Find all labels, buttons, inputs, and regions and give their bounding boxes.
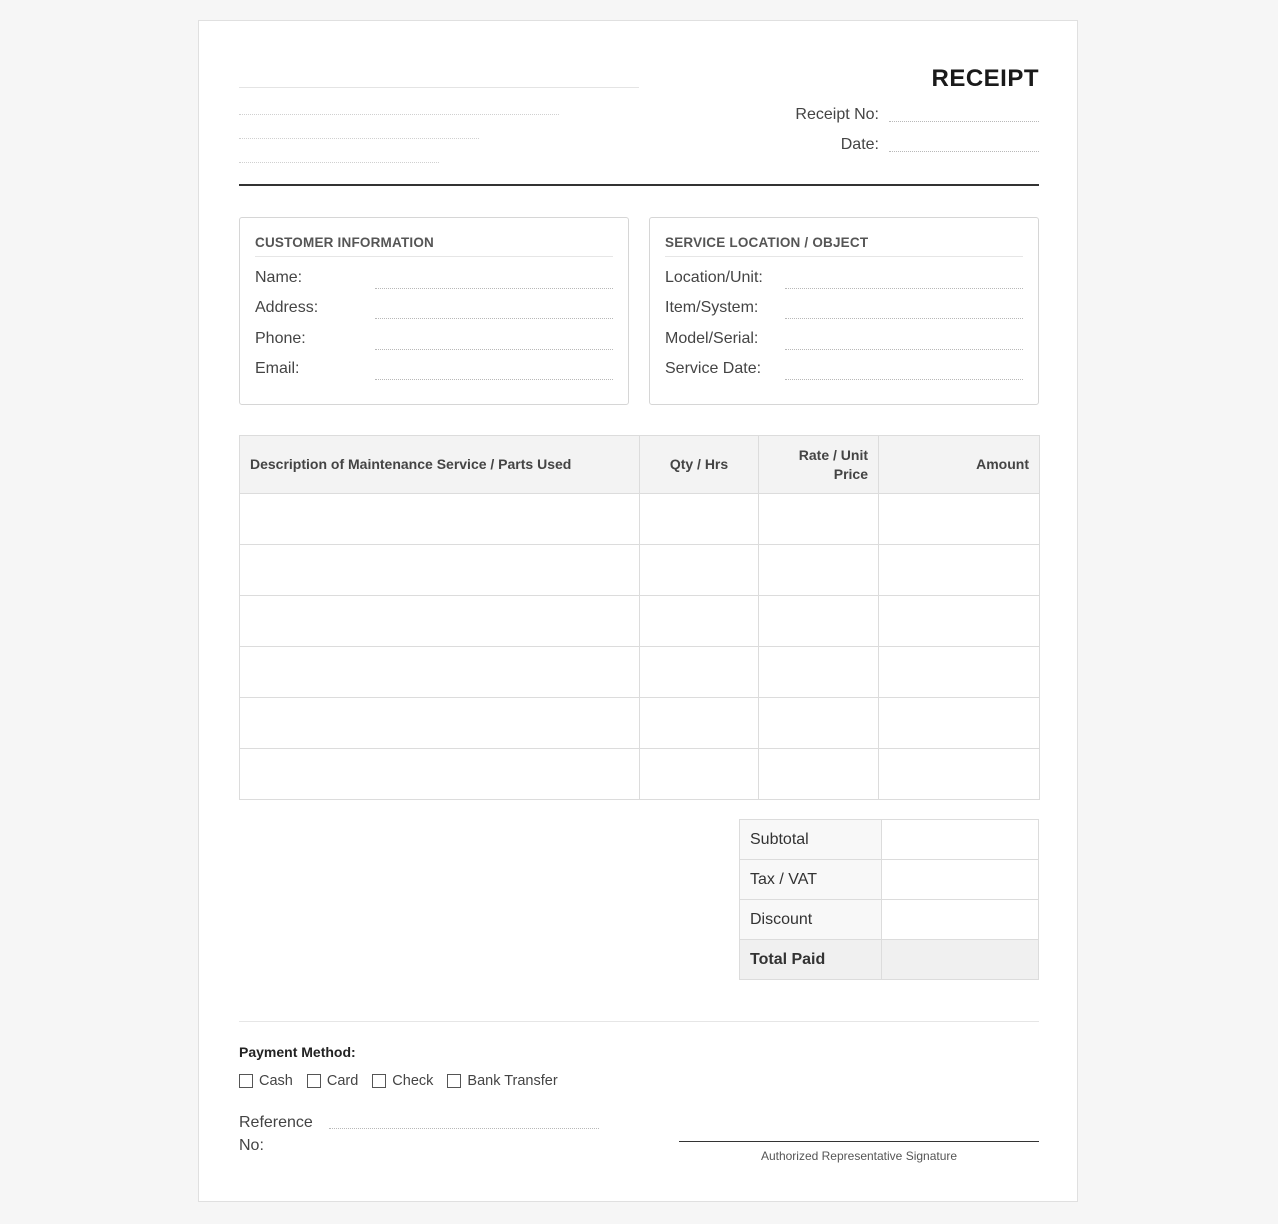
receipt-no-field[interactable] (889, 120, 1039, 122)
description-column-header: Description of Maintenance Service / Parts Used (240, 436, 640, 494)
tax-row (740, 860, 1039, 900)
payment-option-label: Bank Transfer (467, 1073, 558, 1089)
item-system-field (665, 299, 1023, 321)
description-cell[interactable] (240, 698, 640, 749)
reference-no-label: Reference No: (239, 1114, 313, 1154)
customer-address-input[interactable] (375, 318, 613, 319)
qty-cell[interactable] (640, 698, 759, 749)
description-cell[interactable] (240, 596, 640, 647)
amount-column-header: Amount (879, 436, 1040, 494)
payment-option-label: Check (392, 1073, 434, 1089)
customer-phone-field (255, 330, 613, 352)
amount-cell[interactable] (879, 596, 1040, 647)
subtotal-row (740, 820, 1039, 860)
field-label: Phone: (255, 330, 306, 347)
company-city-line[interactable] (239, 138, 479, 139)
service-location-title: SERVICE LOCATION / OBJECT (665, 235, 1023, 257)
location-unit-input[interactable] (785, 288, 1023, 289)
date-row (841, 134, 1039, 154)
customer-name-input[interactable] (375, 288, 613, 289)
field-label: Email: (255, 360, 300, 377)
field-label: Service Date: (665, 360, 762, 377)
qty-cell[interactable] (640, 749, 759, 800)
amount-cell[interactable] (879, 698, 1040, 749)
rate-cell[interactable] (759, 545, 879, 596)
company-address-line[interactable] (239, 114, 559, 115)
cash-checkbox[interactable] (239, 1074, 253, 1088)
qty-cell[interactable] (640, 647, 759, 698)
signature-label: Authorized Representative Signature (760, 1149, 958, 1163)
payment-option-label: Cash (259, 1073, 293, 1089)
payment-option-check[interactable] (372, 1073, 433, 1089)
discount-value[interactable] (882, 900, 1039, 940)
subtotal-value[interactable] (882, 820, 1039, 860)
footer-divider (239, 1021, 1039, 1022)
service-date-input[interactable] (785, 379, 1023, 380)
header-divider (239, 184, 1039, 186)
receipt-no-row (795, 104, 1039, 124)
amount-cell[interactable] (879, 545, 1040, 596)
total-paid-label: Total Paid (740, 940, 882, 980)
location-unit-field (665, 269, 1023, 291)
rate-column-header: Rate / Unit Price (759, 436, 879, 494)
rate-cell[interactable] (759, 647, 879, 698)
qty-column-header: Qty / Hrs (640, 436, 759, 494)
receipt-no-label: Receipt No: (795, 106, 879, 123)
totals-table (739, 819, 1039, 980)
field-label: Item/System: (665, 299, 759, 316)
rate-cell[interactable] (759, 596, 879, 647)
table-row (240, 749, 1040, 800)
qty-cell[interactable] (640, 596, 759, 647)
date-field[interactable] (889, 150, 1039, 152)
signature-line[interactable] (679, 1141, 1039, 1142)
payment-option-bank-transfer[interactable] (447, 1073, 557, 1089)
table-header-row (240, 436, 1040, 494)
field-label: Location/Unit: (665, 269, 763, 286)
receipt-title: RECEIPT (931, 65, 1039, 92)
table-row (240, 647, 1040, 698)
amount-cell[interactable] (879, 647, 1040, 698)
table-row (240, 698, 1040, 749)
payment-method-options (239, 1073, 572, 1089)
description-cell[interactable] (240, 647, 640, 698)
table-row (240, 494, 1040, 545)
service-items-table (239, 435, 1040, 800)
field-label: Address: (255, 299, 319, 316)
customer-email-field (255, 360, 613, 382)
rate-cell[interactable] (759, 494, 879, 545)
total-paid-row (740, 940, 1039, 980)
customer-phone-input[interactable] (375, 349, 613, 350)
discount-row (740, 900, 1039, 940)
discount-label: Discount (740, 900, 882, 940)
model-serial-input[interactable] (785, 349, 1023, 350)
amount-cell[interactable] (879, 749, 1040, 800)
item-system-input[interactable] (785, 318, 1023, 319)
description-cell[interactable] (240, 494, 640, 545)
customer-address-field (255, 299, 613, 321)
date-label: Date: (840, 136, 879, 153)
payment-option-cash[interactable] (239, 1073, 293, 1089)
tax-label: Tax / VAT (740, 860, 882, 900)
field-label: Model/Serial: (665, 330, 759, 347)
subtotal-label: Subtotal (740, 820, 882, 860)
qty-cell[interactable] (640, 545, 759, 596)
table-row (240, 545, 1040, 596)
reference-no-field[interactable] (329, 1128, 599, 1129)
customer-info-title: CUSTOMER INFORMATION (255, 235, 613, 257)
company-name-line[interactable] (239, 87, 639, 88)
qty-cell[interactable] (640, 494, 759, 545)
table-row (240, 596, 1040, 647)
rate-cell[interactable] (759, 749, 879, 800)
total-paid-value[interactable] (882, 940, 1039, 980)
customer-email-input[interactable] (375, 379, 613, 380)
company-contact-line[interactable] (239, 162, 439, 163)
tax-value[interactable] (882, 860, 1039, 900)
service-location-box (649, 217, 1039, 405)
field-label: Name: (255, 269, 303, 286)
description-cell[interactable] (240, 545, 640, 596)
check-checkbox[interactable] (372, 1074, 386, 1088)
payment-option-label: Card (326, 1073, 359, 1089)
amount-cell[interactable] (879, 494, 1040, 545)
model-serial-field (665, 330, 1023, 352)
rate-cell[interactable] (759, 698, 879, 749)
payment-option-card[interactable] (307, 1073, 358, 1089)
customer-name-field (255, 269, 613, 291)
receipt-page (198, 20, 1078, 1202)
description-cell[interactable] (240, 749, 640, 800)
customer-info-box (239, 217, 629, 405)
service-date-field (665, 360, 1023, 382)
payment-method-title: Payment Method: (239, 1044, 356, 1060)
card-checkbox[interactable] (307, 1074, 321, 1088)
bank-transfer-checkbox[interactable] (447, 1074, 461, 1088)
